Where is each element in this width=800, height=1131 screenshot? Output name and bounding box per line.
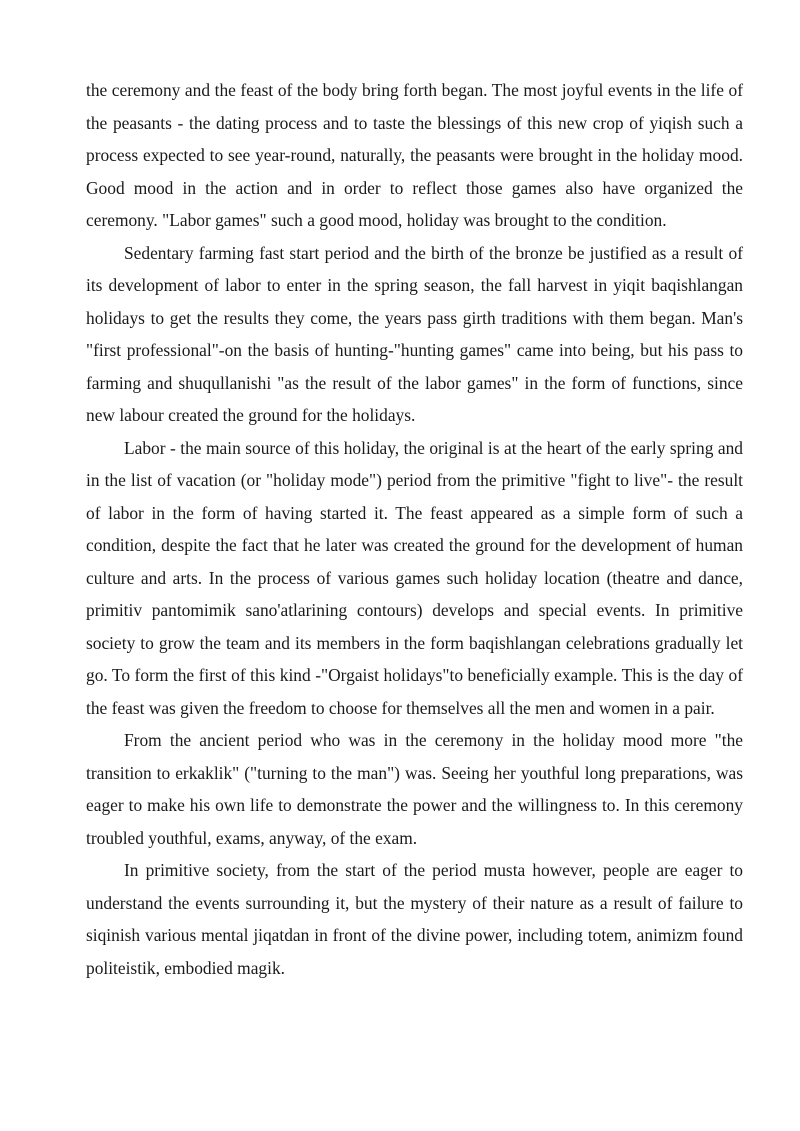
paragraph-3: Labor - the main source of this holiday, the original is at the heart of the early spring and in the list of vacation (or "holiday mode") period from the primitive "fight to live"- the result of labor in the form of having started it. The feast appeared as a simple form of such a condition, despite the fact that he later was created the ground for the development of human culture and arts. In the process of various games such holiday location (theatre and dance, primitiv pantomimik sano'atlarining contours) develops and special events. In primitive society to grow the team and its members in the form baqishlangan celebrations gradually let go. To form the first of this kind -"Orgaist holidays"to beneficially example. This is the day of the feast was given the freedom to choose for themselves all the men and women in a pair. bbox=[86, 437, 743, 718]
paragraph-1: the ceremony and the feast of the body bring forth began. The most joyful events in the life of the peasants - the dating process and to taste the blessings of this new crop of yiqish such a process expected to see year-round, naturally, the peasants were brought in the holiday mood. Good mood in the action and in order to reflect those games also have organized the ceremony. "Labor games" such a good mood, holiday was brought to the condition. bbox=[86, 80, 743, 230]
body-text bbox=[86, 74, 743, 984]
paragraph-5: In primitive society, from the start of the period musta however, people are eager to understand the events surrounding it, but the mystery of their nature as a result of failure to siqinish various mental jiqatdan in front of the divine power, including totem, animizm found politeistik, embodied magik. bbox=[86, 860, 743, 978]
paragraph-4: From the ancient period who was in the ceremony in the holiday mood more "the transition to erkaklik" ("turning to the man") was. Seeing her youthful long preparations, was eager to make his own life to demonstrate the power and the willingness to. In this ceremony troubled youthful, exams, anyway, of the exam. bbox=[86, 730, 743, 848]
paragraph-2: Sedentary farming fast start period and the birth of the bronze be justified as a result of its development of labor to enter in the spring season, the fall harvest in yiqit baqishlangan holidays to get the results they come, the years pass girth traditions with them began. Man's "first professional"-on the basis of hunting-"hunting games" came into being, but his pass to farming and shuqullanishi "as the result of the labor games" in the form of functions, since new labour created the ground for the holidays. bbox=[86, 242, 743, 425]
